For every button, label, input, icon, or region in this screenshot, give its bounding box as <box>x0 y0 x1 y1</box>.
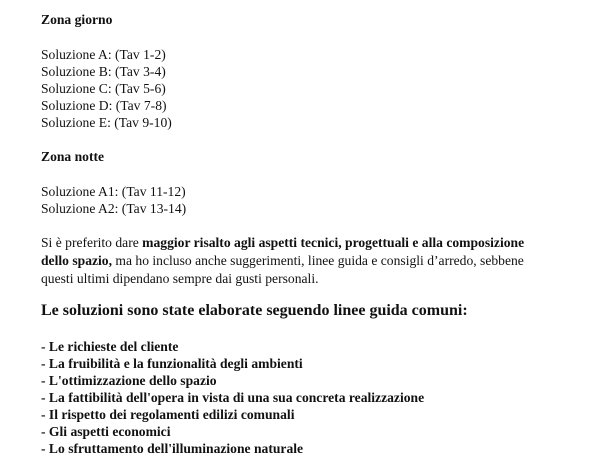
list-item: Soluzione D: (Tav 7-8) <box>41 98 167 113</box>
paragraph-text: Si è preferito dare <box>41 235 143 250</box>
guideline-item: - Gli aspetti economici <box>41 424 171 439</box>
paragraph-line: questi ultimi dipendano sempre dai gusti personali. <box>41 271 319 286</box>
guideline-item: - L'ottimizzazione dello spazio <box>41 373 217 388</box>
zona-notte-heading: Zona notte <box>41 149 105 164</box>
list-item: Soluzione C: (Tav 5-6) <box>41 81 166 96</box>
paragraph-emphasis: maggior risalto agli aspetti tecnici, progettuali e alla composizione <box>142 235 525 250</box>
guidelines-heading: Le soluzioni sono state elaborate seguendo linee guida comuni: <box>41 302 468 319</box>
list-item: Soluzione A2: (Tav 13-14) <box>41 201 187 216</box>
zona-giorno-heading: Zona giorno <box>41 12 113 27</box>
guideline-item: - La fattibilità dell'opera in vista di una sua concreta realizzazione <box>41 390 425 405</box>
paragraph-line <box>41 252 524 269</box>
paragraph-emphasis: dello spazio, <box>41 253 112 268</box>
guideline-item: - Il rispetto dei regolamenti edilizi comunali <box>41 407 295 422</box>
guideline-item: - Lo sfruttamento dell'illuminazione naturale <box>41 441 304 456</box>
list-item: Soluzione A1: (Tav 11-12) <box>41 184 186 199</box>
guideline-item: - Le richieste del cliente <box>41 339 179 354</box>
guideline-item: - La fruibilità e la funzionalità degli ambienti <box>41 356 303 371</box>
paragraph-line <box>41 234 524 251</box>
list-item: Soluzione E: (Tav 9-10) <box>41 115 172 130</box>
paragraph-text: ma ho incluso anche suggerimenti, linee guida e consigli d’arredo, sebbene <box>112 253 524 268</box>
list-item: Soluzione B: (Tav 3-4) <box>41 64 166 79</box>
list-item: Soluzione A: (Tav 1-2) <box>41 47 166 62</box>
